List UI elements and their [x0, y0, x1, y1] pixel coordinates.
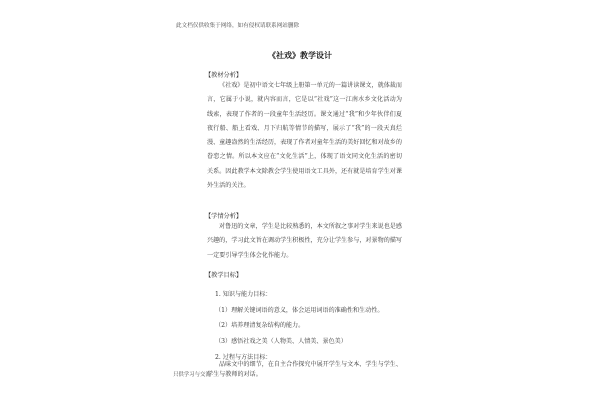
student-analysis-text: 对鲁迅的文章，学生是比较熟悉的，本文所叙之事对学生来说也是感兴趣的，学习此文旨在调动学生积极性，充分让学生参与，对景物的描写一定要引导学生体会化作能力。 — [207, 223, 402, 259]
header-note: 此文档仅供收集于网络，如有侵权请联系网站删除 — [176, 23, 300, 29]
goal-knowledge-item: （2）培养理清复杂结构的能力。 — [215, 322, 305, 329]
goal-knowledge-title: 1. 知识与能力目标： — [215, 291, 272, 298]
goal-knowledge-item: （1）理解关键词语的意义，体会运用词语的准确性和生动性。 — [215, 307, 384, 314]
footer-note: 只供学习与交流 — [173, 372, 211, 378]
document-title: 《社戏》教学设计 — [268, 50, 332, 60]
goal-process-title: 2. 过程与方法目标： — [215, 354, 272, 361]
teaching-goals-heading: 【教学目标】 — [205, 272, 243, 279]
material-analysis-text: 《社戏》是初中语文七年级上册第一单元的一篇讲读课文，就体裁而言，它属于小说，就内容而言，它是以“社戏”这一江南水乡文化活动为线索，表现了作者的一段童年生活经历。课文通过“我”和少年伙伴们夏夜行船、船上看戏、月下归航等情节的描写，展示了“我”的一段天真烂漫、童趣盎然的生活经历，表现了作者对童年生活的美好回忆和对故乡的眷恋之情。所以本文应在“文化生活”上，体现了语文同文化生活的密切关系。因此教学本文除教会学生使用语文工具外，还有就是培育学生对课外生活的关注。 — [207, 82, 402, 190]
student-analysis-heading: 【学情分析】 — [205, 213, 243, 220]
goal-knowledge-item: （3）感悟社戏之美（人物美、人情美、景色美） — [215, 338, 347, 345]
goal-process-text: 品味文中的细节，在自主合作探究中展开学生与文本、学生与学生、学生与教师的对话。 — [207, 361, 402, 378]
material-analysis-heading: 【教材分析】 — [205, 72, 243, 79]
